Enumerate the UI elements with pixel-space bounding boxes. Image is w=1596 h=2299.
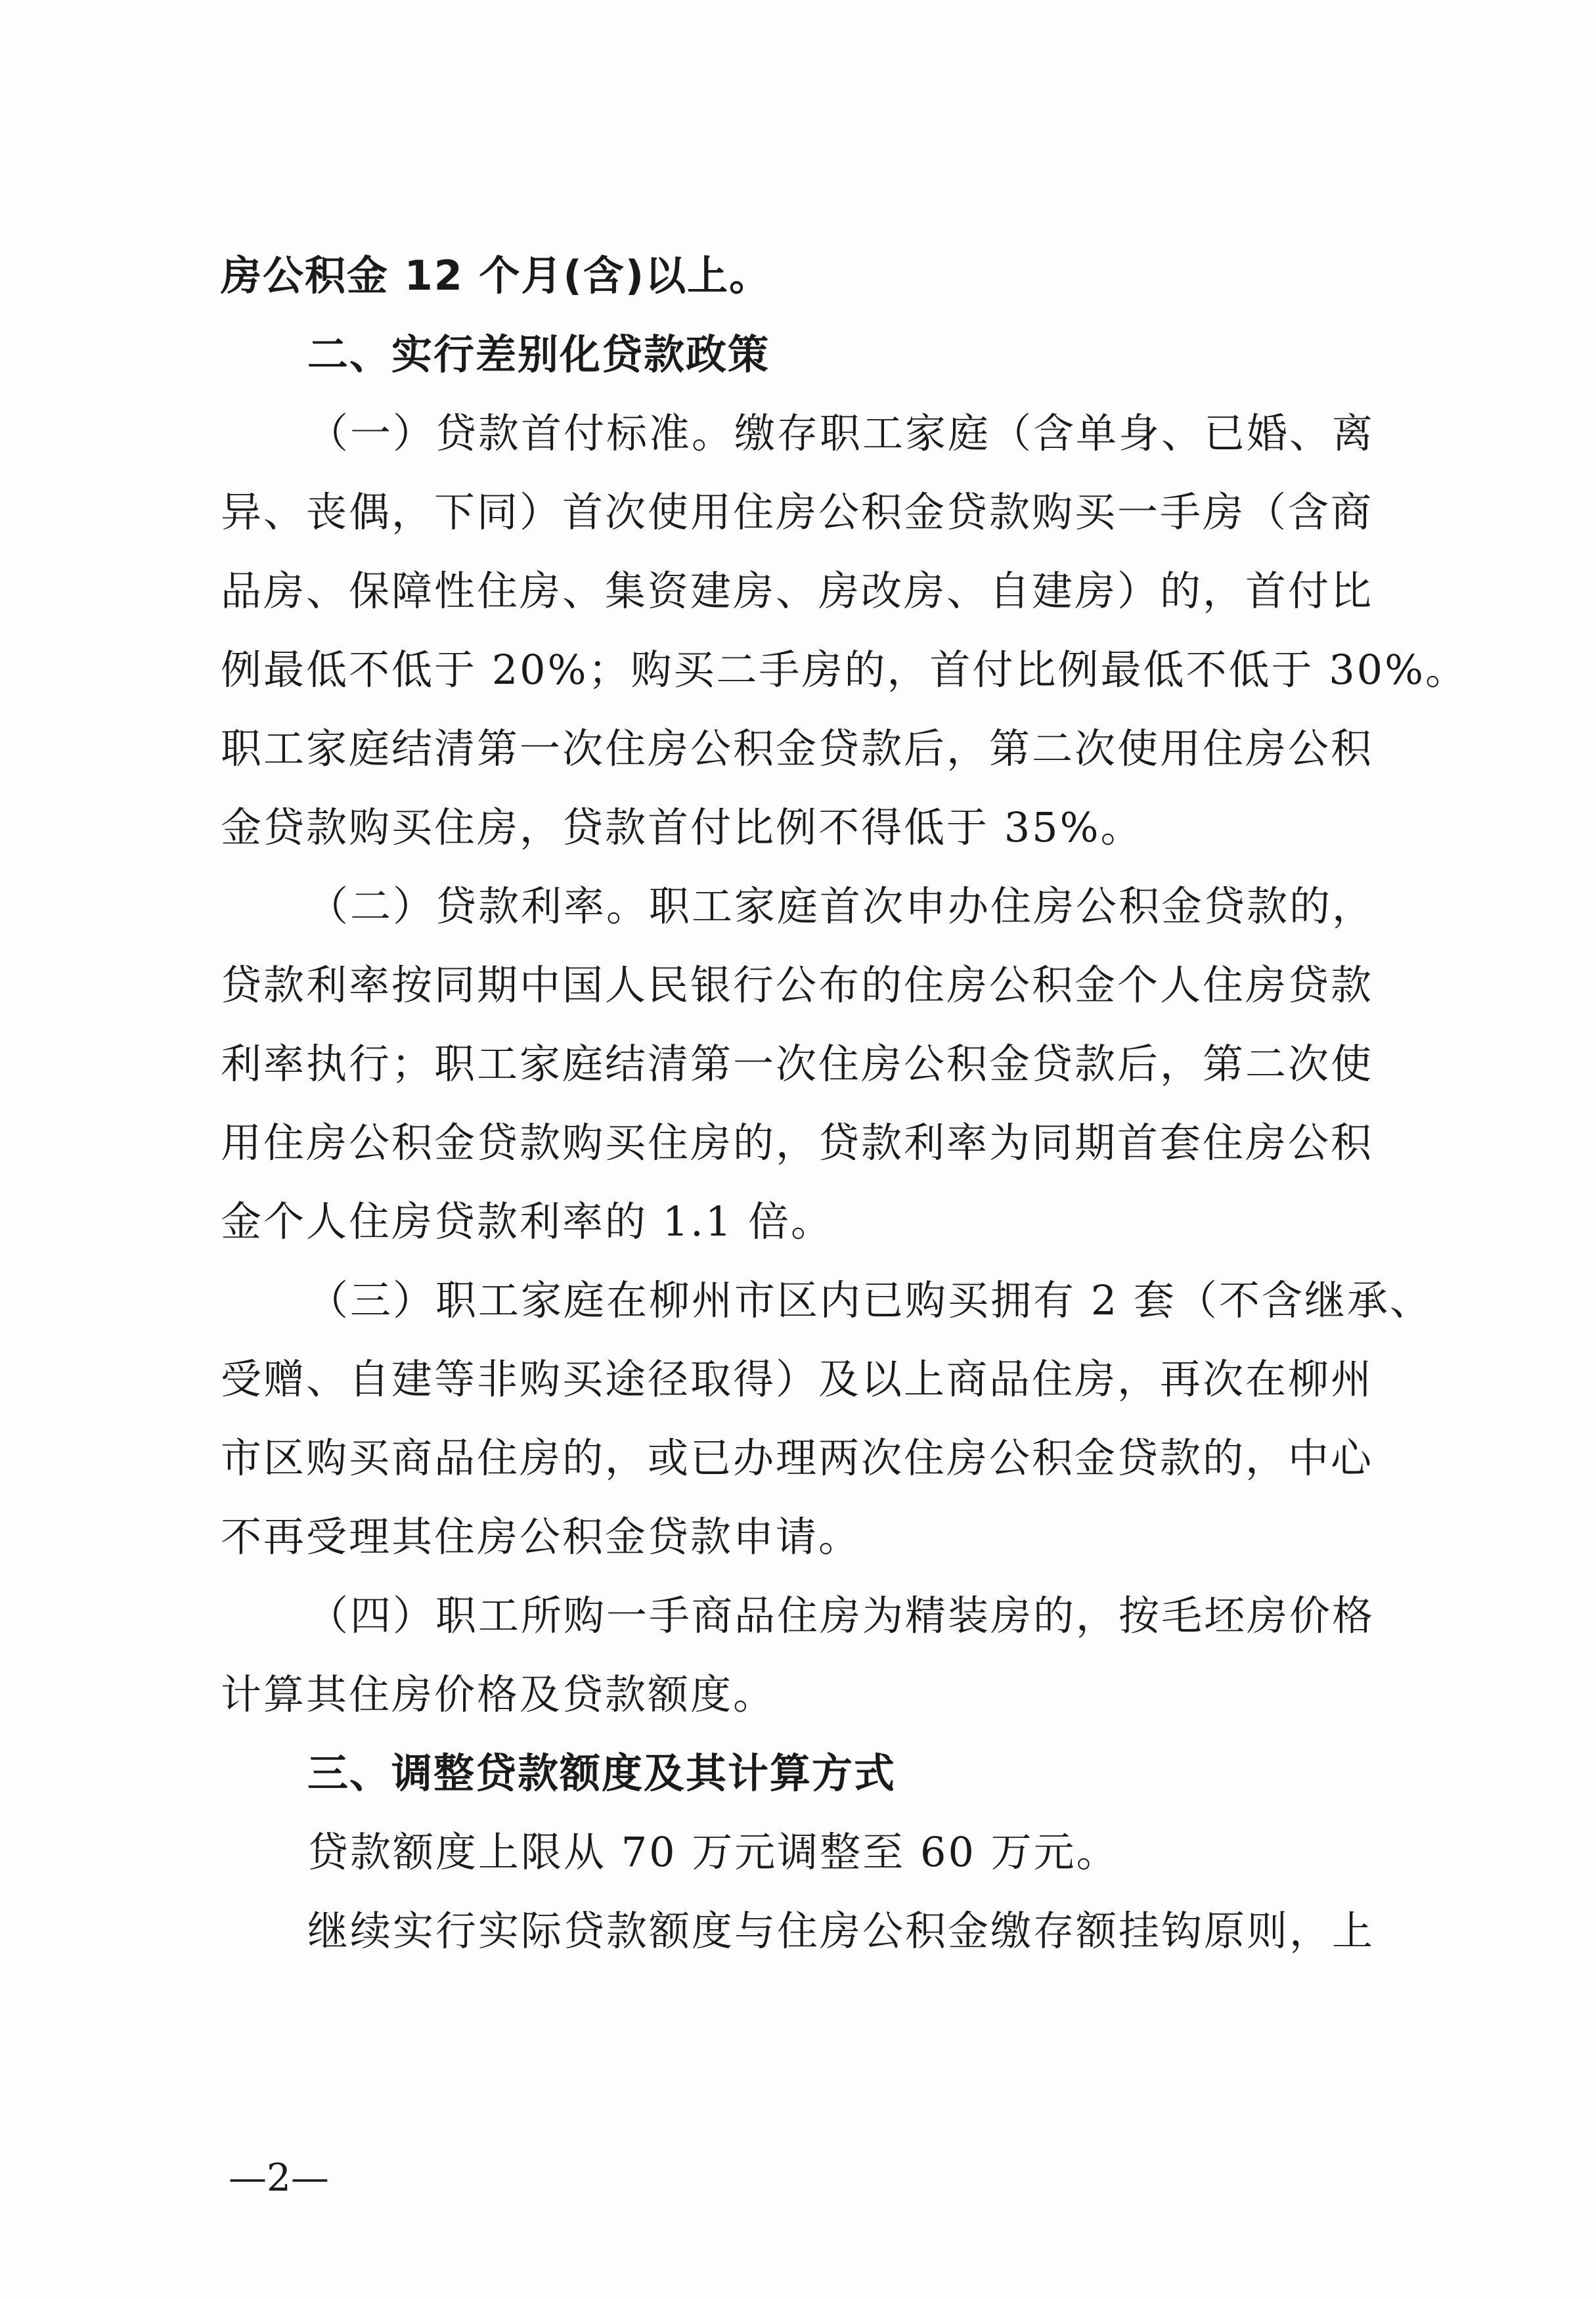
section-heading: 二、实行差别化贷款政策 (307, 330, 770, 378)
section-heading: 三、调整贷款额度及其计算方式 (307, 1749, 897, 1797)
paragraph-line: 受赠、自建等非购买途径取得）及以上商品住房，再次在柳州 (221, 1355, 1374, 1403)
paragraph-line: 市区购买商品住房的，或已办理两次住房公积金贷款的，中心 (221, 1434, 1374, 1482)
paragraph-line: 品房、保障性住房、集资建房、房改房、自建房）的，首付比 (221, 567, 1374, 615)
paragraph-line: 贷款额度上限从 70 万元调整至 60 万元。 (307, 1828, 1119, 1876)
paragraph-line: 贷款利率按同期中国人民银行公布的住房公积金个人住房贷款 (221, 961, 1374, 1009)
paragraph-line: 职工家庭结清第一次住房公积金贷款后，第二次使用住房公积 (221, 725, 1374, 772)
document-body (221, 236, 1469, 1971)
paragraph-line: 利率执行；职工家庭结清第一次住房公积金贷款后，第二次使 (221, 1040, 1374, 1088)
text-line: 房公积金 12 个月(含)以上。 (221, 252, 772, 300)
paragraph-line: 例最低不低于 20%；购买二手房的，首付比例最低不低于 30%。 (221, 646, 1469, 694)
paragraph-line: 不再受理其住房公积金贷款申请。 (221, 1513, 862, 1561)
paragraph-line: （二）贷款利率。职工家庭首次申办住房公积金贷款的， (307, 882, 1375, 930)
page-number: —2— (229, 2155, 329, 2200)
paragraph-line: （三）职工家庭在柳州市区内已购买拥有 2 套（不含继承、 (307, 1276, 1432, 1324)
paragraph-line: （一）贷款首付标准。缴存职工家庭（含单身、已婚、离 (307, 409, 1375, 457)
paragraph-line: 金个人住房贷款利率的 1.1 倍。 (221, 1197, 834, 1245)
paragraph-line: 继续实行实际贷款额度与住房公积金缴存额挂钩原则，上 (307, 1907, 1375, 1955)
paragraph-line: 用住房公积金贷款购买住房的，贷款利率为同期首套住房公积 (221, 1119, 1374, 1167)
paragraph-line: 异、丧偶，下同）首次使用住房公积金贷款购买一手房（含商 (221, 488, 1374, 536)
paragraph-line: 金贷款购买住房，贷款首付比例不得低于 35%。 (221, 803, 1143, 851)
paragraph-line: 计算其住房价格及贷款额度。 (221, 1670, 776, 1718)
paragraph-line: （四）职工所购一手商品住房为精装房的，按毛坯房价格 (307, 1592, 1375, 1640)
